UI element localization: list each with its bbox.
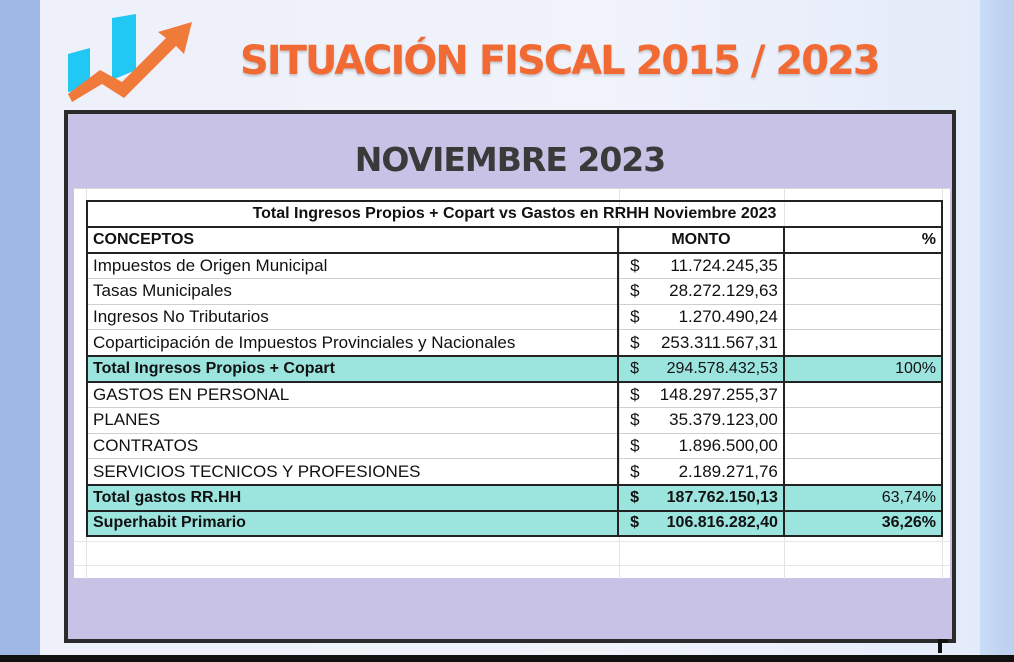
amount-cell xyxy=(618,356,784,382)
currency-symbol: $ xyxy=(630,359,639,377)
primary-surplus-row xyxy=(87,511,942,537)
percent-cell xyxy=(784,433,942,459)
table-row xyxy=(87,382,942,408)
amount-value: 1.270.490,24 xyxy=(678,307,778,327)
percent-cell xyxy=(784,304,942,330)
concept-cell: Superhabit Primario xyxy=(87,511,618,537)
amount-cell xyxy=(618,304,784,330)
amount-cell xyxy=(618,278,784,304)
table-row xyxy=(87,304,942,330)
amount-value: 2.189.271,76 xyxy=(678,461,778,481)
percent-cell xyxy=(784,382,942,408)
table-row xyxy=(87,253,942,279)
table-row xyxy=(87,407,942,433)
amount-cell xyxy=(618,382,784,408)
amount-value: 28.272.129,63 xyxy=(669,281,778,301)
table-row xyxy=(87,330,942,356)
currency-symbol: $ xyxy=(630,255,640,275)
currency-symbol: $ xyxy=(630,307,640,327)
amount-cell xyxy=(618,253,784,279)
amount-value: 35.379.123,00 xyxy=(669,410,778,430)
amount-cell xyxy=(618,433,784,459)
concept-cell: Impuestos de Origen Municipal xyxy=(87,253,618,279)
amount-cell xyxy=(618,511,784,537)
percent-cell: 100% xyxy=(784,356,942,382)
table-caption: Total Ingresos Propios + Copart vs Gastos en RRHH Noviembre 2023 xyxy=(87,201,942,227)
table-header-row xyxy=(87,227,942,253)
concept-cell: CONTRATOS xyxy=(87,433,618,459)
header-monto: MONTO xyxy=(618,227,784,253)
fiscal-table xyxy=(86,200,943,537)
spreadsheet-area xyxy=(74,188,950,578)
currency-symbol: $ xyxy=(630,488,639,506)
amount-cell xyxy=(618,330,784,356)
percent-cell: 36,26% xyxy=(784,511,942,537)
currency-symbol: $ xyxy=(630,332,640,352)
concept-cell: Total gastos RR.HH xyxy=(87,485,618,511)
page-title: SITUACIÓN FISCAL 2015 / 2023 xyxy=(240,38,879,84)
table-row xyxy=(87,278,942,304)
percent-cell xyxy=(784,459,942,485)
concept-cell: PLANES xyxy=(87,407,618,433)
percent-cell xyxy=(784,278,942,304)
concept-cell: Coparticipación de Impuestos Provinciales y Nacionales xyxy=(87,330,618,356)
amount-value: 294.578.432,53 xyxy=(666,359,778,377)
percent-cell xyxy=(784,330,942,356)
amount-value: 106.816.282,40 xyxy=(666,514,778,532)
concept-cell: Total Ingresos Propios + Copart xyxy=(87,356,618,382)
amount-value: 11.724.245,35 xyxy=(670,255,778,275)
amount-value: 253.311.567,31 xyxy=(660,332,778,352)
total-expenses-row xyxy=(87,485,942,511)
concept-cell: Ingresos No Tributarios xyxy=(87,304,618,330)
currency-symbol: $ xyxy=(630,514,639,532)
bottom-bar xyxy=(0,655,1014,662)
selection-corner-marker xyxy=(938,639,948,653)
percent-cell xyxy=(784,253,942,279)
amount-value: 187.762.150,13 xyxy=(666,488,778,506)
percent-cell xyxy=(784,407,942,433)
amount-value: 1.896.500,00 xyxy=(678,436,778,456)
concept-cell: SERVICIOS TECNICOS Y PROFESIONES xyxy=(87,459,618,485)
growth-chart-arrow-icon xyxy=(64,12,196,102)
amount-cell xyxy=(618,459,784,485)
concept-cell: Tasas Municipales xyxy=(87,278,618,304)
total-income-row xyxy=(87,356,942,382)
currency-symbol: $ xyxy=(630,461,640,481)
header-percent: % xyxy=(784,227,942,253)
table-row xyxy=(87,459,942,485)
currency-symbol: $ xyxy=(630,436,640,456)
amount-cell xyxy=(618,485,784,511)
percent-cell: 63,74% xyxy=(784,485,942,511)
currency-symbol: $ xyxy=(630,281,640,301)
panel-title: NOVIEMBRE 2023 xyxy=(354,140,666,179)
table-row xyxy=(87,433,942,459)
concept-cell: GASTOS EN PERSONAL xyxy=(87,382,618,408)
amount-cell xyxy=(618,407,784,433)
header-conceptos: CONCEPTOS xyxy=(87,227,618,253)
currency-symbol: $ xyxy=(630,410,640,430)
table-caption-row xyxy=(87,201,942,227)
currency-symbol: $ xyxy=(630,384,640,404)
content-panel xyxy=(64,110,956,643)
amount-value: 148.297.255,37 xyxy=(659,384,778,404)
